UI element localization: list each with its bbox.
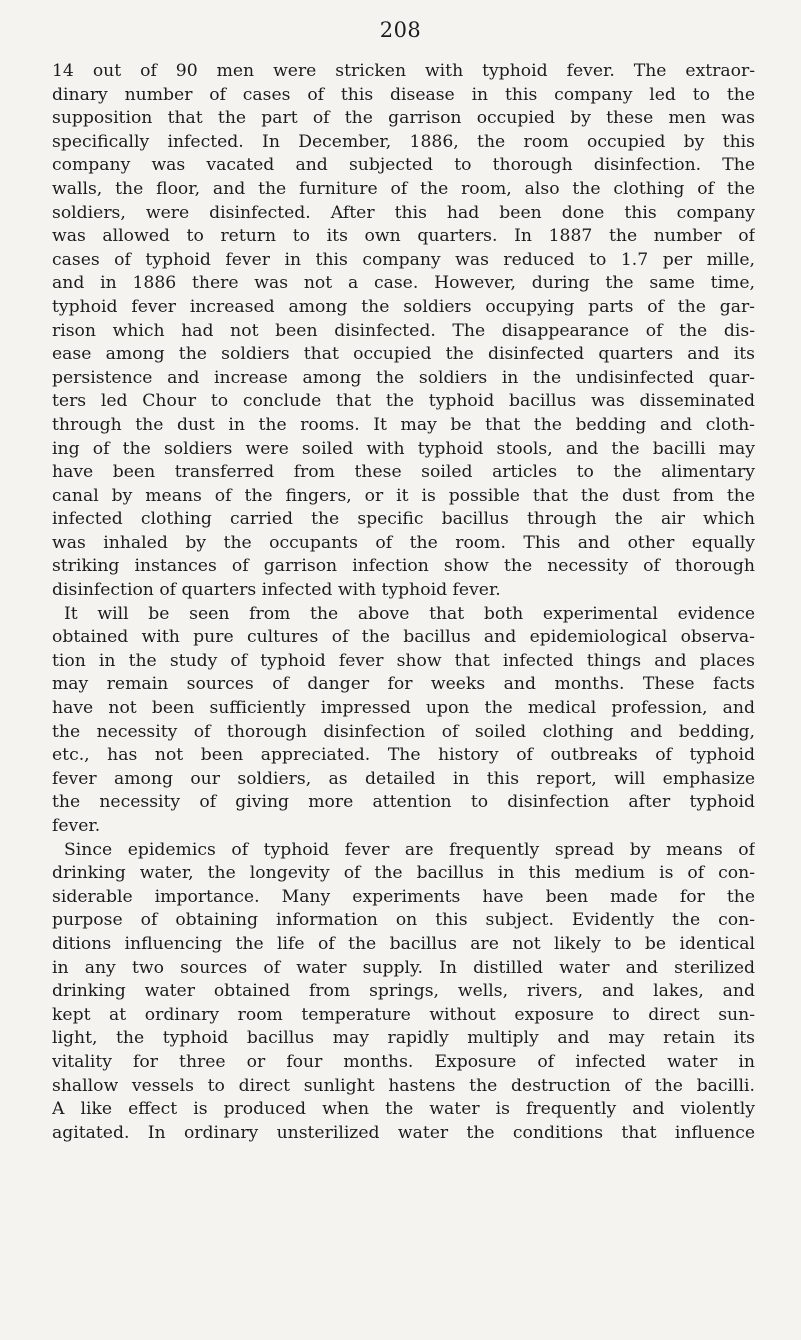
text-line: tion in the study of typhoid fever show that infected things and places [52,650,755,671]
text-line: It will be seen from the above that both experimental evidence [64,603,755,624]
text-line: Since epidemics of typhoid fever are frequently spread by means of [64,839,755,860]
text-line: etc., has not been appreciated. The history of outbreaks of typhoid [52,745,755,766]
text-line: have been transferred from these soiled articles to the alimentary [52,462,755,483]
text-line: ters led Chour to conclude that the typhoid bacillus was disseminated [52,391,755,412]
text-line: obtained with pure cultures of the bacillus and epidemiological observa- [52,627,755,648]
text-line: soldiers, were disinfected. After this had been done this company [52,202,755,223]
text-line: fever among our soldiers, as detailed in this report, will emphasize [52,768,755,789]
text-line: walls, the floor, and the furniture of the room, also the clothing of the [52,178,755,199]
text-line: canal by means of the fingers, or it is possible that the dust from the [52,485,755,506]
text-line: light, the typhoid bacillus may rapidly multiply and may retain its [52,1028,755,1049]
text-line: shallow vessels to direct sunlight hastens the destruction of the bacilli. [52,1075,755,1096]
text-line: through the dust in the rooms. It may be that the bedding and cloth- [52,414,755,435]
text-line: drinking water obtained from springs, wells, rivers, and lakes, and [52,981,755,1002]
text-line: supposition that the part of the garrison occupied by these men was [52,108,755,129]
text-line: agitated. In ordinary unsterilized water the conditions that influence [52,1122,755,1143]
text-line: cases of typhoid fever in this company was reduced to 1.7 per mille, [52,249,755,270]
text-line: dinary number of cases of this disease in this company led to the [52,84,755,105]
text-line: ditions influencing the life of the bacillus are not likely to be identical [52,933,755,954]
text-line: ease among the soldiers that occupied the disinfected quarters and its [52,344,755,365]
text-line: drinking water, the longevity of the bacillus in this medium is of con- [52,863,755,884]
text-line: infected clothing carried the specific bacillus through the air which [52,509,755,530]
text-line: and in 1886 there was not a case. However, during the same time, [52,273,755,294]
text-line: typhoid fever increased among the soldiers occupying parts of the gar- [52,296,755,317]
page-number: 208 [379,18,422,42]
text-line: in any two sources of water supply. In distilled water and sterilized [52,957,755,978]
text-line: vitality for three or four months. Exposure of infected water in [52,1051,755,1072]
text-line: siderable importance. Many experiments have been made for the [52,886,755,907]
text-line: fever. [52,816,101,836]
body-text [52,60,755,1145]
text-line: company was vacated and subjected to thorough disinfection. The [52,155,755,176]
text-line: ing of the soldiers were soiled with typhoid stools, and the bacilli may [52,438,755,459]
text-line: A like effect is produced when the water is frequently and violently [52,1099,755,1120]
text-line: 14 out of 90 men were stricken with typhoid fever. The extraor- [52,61,755,81]
text-line: may remain sources of danger for weeks and months. These facts [52,674,755,695]
text-line: the necessity of thorough disinfection of soiled clothing and bedding, [52,721,755,742]
text-line: disinfection of quarters infected with typhoid fever. [52,580,501,601]
text-line: striking instances of garrison infection show the necessity of thorough [52,556,755,577]
text-line: was allowed to return to its own quarters. In 1887 the number of [52,226,755,247]
text-line: the necessity of giving more attention to disinfection after typhoid [52,792,755,813]
text-line: purpose of obtaining information on this subject. Evidently the con- [52,910,755,931]
text-line: have not been sufficiently impressed upon the medical profession, and [52,698,755,719]
text-line: kept at ordinary room temperature without exposure to direct sun- [52,1004,755,1025]
text-line: persistence and increase among the soldiers in the undisinfected quar- [52,367,755,388]
text-line: rison which had not been disinfected. The disappearance of the dis- [52,320,755,341]
text-line: was inhaled by the occupants of the room. This and other equally [52,532,755,553]
text-line: specifically infected. In December, 1886, the room occupied by this [52,131,755,152]
